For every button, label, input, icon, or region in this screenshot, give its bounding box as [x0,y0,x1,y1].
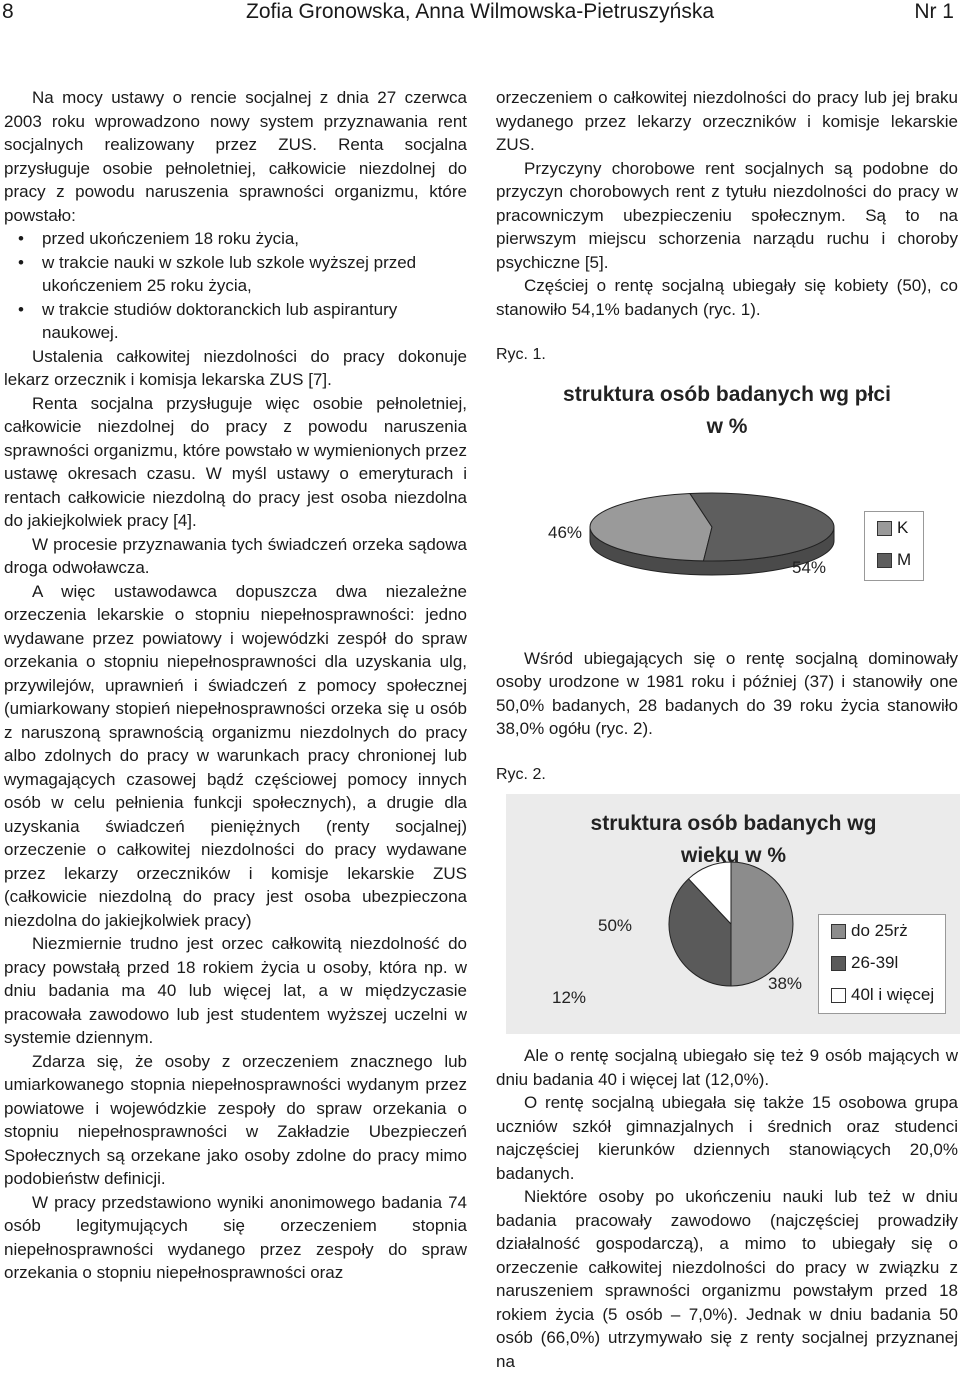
legend-swatch [877,553,892,568]
slice-label: 50% [598,916,633,935]
legend-item [865,544,923,576]
legend-item [819,915,945,947]
paragraph: Renta socjalna przysługuje więc osobie pełnoletniej, całkowicie niezdolnej do pracy z powodu naruszenia sprawności organizmu, które powstało w wymienionych przez ustawę okresach czasu. W myśl ustawy o emeryturach i rentach całkowicie niezdolną do pracy jest osoba niezdolna do jakiejkolwiek pracy [4]. [4,393,467,530]
left-column [4,86,467,1285]
paragraph: O rentę socjalną ubiegała się także 15 osobowa grupa uczniów szkół gimnazjalnych i średnich oraz studenci najczęściej kierunków dziennych stanowiących 20,0% badanych. [496,1093,958,1183]
figure-caption: Ryc. 1. [496,346,546,363]
legend-label: M [897,549,912,569]
figure-caption: Ryc. 2. [496,765,546,783]
paragraph: A więc ustawodawca dopuszcza dwa niezależne orzeczenia lekarskie o stopniu niepełnosprawności: jedno wydawane przez powiatowy i wojewódzki zespół do spraw orzekania o stopniu niepełnosprawności dla uzyskania ulg, przywilejów, uprawnień i świadczeń z pomocy społecznej (umiarkowany stopień niepełnosprawności orzeka się u osób z naruszoną sprawnością organizmu niezdolnych do pracy albo zdolnych do pracy w warunkach pracy chronionej lub wymagających czasowej bądź częściowej pomocy innych osób w celu pełnienia funkcji społecznych), a drugie dla uzyskania świadczeń pieniężnych (renty socjalnej) orzeczenie o całkowitej niezdolności do pracy wydawane przez lekarzy orzeczników i komisje lekarskie ZUS (całkowicie niezdolną do pracy jest osoba ubezpieczona niezdolna do jakiejkolwiek pracy) [4,581,467,930]
slice-label: 12% [552,988,587,1007]
legend-item [819,979,945,1011]
list-item: • przed ukończeniem 18 roku życia, [4,227,467,251]
slice-label: 46% [548,522,583,542]
chart-title: struktura osób badanych wg wieku w % [590,812,877,867]
gender-pie-chart [502,375,952,637]
paragraph: Ustalenia całkowitej niezdolności do pracy dokonuje lekarz orzecznik i komisja lekarska ZUS [7]. [4,346,467,389]
page-number: 8 [2,0,14,23]
chart-title: struktura osób badanych wg płci w % [563,382,891,438]
legend-label: 40l i więcej [851,985,935,1004]
legend-label: do 25rż [851,921,908,940]
legend-item [865,512,923,544]
chart-legend [864,511,924,581]
paragraph: Przyczyny chorobowe rent socjalnych są podobne do przyczyn chorobowych rent z tytułu niezdolności do pracy w pracowniczym ubezpieczeniu społecznym. Są to na pierwszym miejscu schorzenia narządu ruchu i choroby psychiczne [5]. [496,158,958,272]
page-header [0,0,960,26]
legend-swatch [831,956,846,971]
age-pie-chart [506,794,960,1034]
paragraph: Na mocy ustawy o rencie socjalnej z dnia 27 czerwca 2003 roku wprowadzono nowy system przyznawania rent socjalnych realizowany przez ZUS. Renta socjalna przysługuje osobie pełnoletniej, całkowicie niezdolnej do pracy z powodu naruszenia sprawności organizmu, które powstało: [4,88,467,225]
paragraph: Niektóre osoby po ukończeniu nauki lub też w dniu badania pracowały zawodowo (najczęściej prowadziły działalność gospodarczą), a mimo to ubiegały się o orzeczenie całkowitej niezdolności do pracy w związku z naruszeniem sprawności organizmu powstałym przed 18 rokiem życia (5 osób – 7,0%). Jednak w dniu badania 50 osób (66,0%) utrzymywało się z renty socjalnej przyznanej na [496,1187,958,1371]
bullet-list [4,227,467,345]
legend-item [819,947,945,979]
paragraph: Wśród ubiegających się o rentę socjalną dominowały osoby urodzone w 1981 roku i później (37) i stanowiły one 50,0% badanych, 28 badanych do 39 roku życia stanowiło 38,0% ogółu (ryc. 2). [496,648,958,738]
issue-number: Nr 1 [914,0,954,23]
paragraph: orzeczeniem o całkowitej niezdolności do pracy lub jej braku wydanego przez lekarzy orzeczników i komisje lekarskie ZUS. [496,88,958,154]
pie-plot-area [502,375,952,637]
legend-swatch [877,521,892,536]
legend-swatch [831,988,846,1003]
list-item: • w trakcie nauki w szkole lub szkole wyższej przed ukończeniem 25 roku życia, [4,251,467,298]
slice-label: 54% [792,557,827,577]
list-item: • w trakcie studiów doktoranckich lub aspirantury naukowej. [4,298,467,345]
paragraph: Zdarza się, że osoby z orzeczeniem znacznego lub umiarkowanego stopnia niepełnosprawności wydanym przez powiatowe i wojewódzkie zespoły do spraw orzekania o stopniu niepełnosprawności w Zakładzie Ubezpieczeń Społecznych są orzekane jako osoby zdolne do pracy mimo podobieństw definicji. [4,1051,467,1188]
paragraph: Niezmiernie trudno jest orzec całkowitą niezdolność do pracy powstałą przed 18 rokiem życia u osoby, która np. w dniu badania ma 40 lub więcej lat, a w międzyczasie pracowała zawodowo lub jest studentem wyższej uczelni w systemie dziennym. [4,934,467,1047]
paragraph: W procesie przyznawania tych świadczeń orzeka sądowa droga odwoławcza. [4,534,467,577]
slice-label: 38% [768,974,803,993]
pie-slice-do-25rż [731,862,793,986]
right-column [496,86,958,1373]
paragraph: Częściej o rentę socjalną ubiegały się kobiety (50), co stanowiło 54,1% badanych (ryc. 1). [496,276,958,319]
paragraph: W pracy przedstawiono wyniki anonimowego badania 74 osób legitymujących się orzeczeniem stopnia niepełnosprawności wydanego przez zespoły do spraw orzekania o stopniu niepełnosprawności oraz [4,1192,467,1282]
legend-swatch [831,924,846,939]
chart-legend [818,914,946,1014]
legend-label: K [897,517,909,537]
paragraph: Ale o rentę socjalną ubiegało się też 9 osób mających w dniu badania 40 i więcej lat (12,0%). [496,1046,958,1089]
running-header-authors: Zofia Gronowska, Anna Wilmowska-Pietruszyńska [246,0,714,23]
legend-label: 26-39l [851,953,899,972]
